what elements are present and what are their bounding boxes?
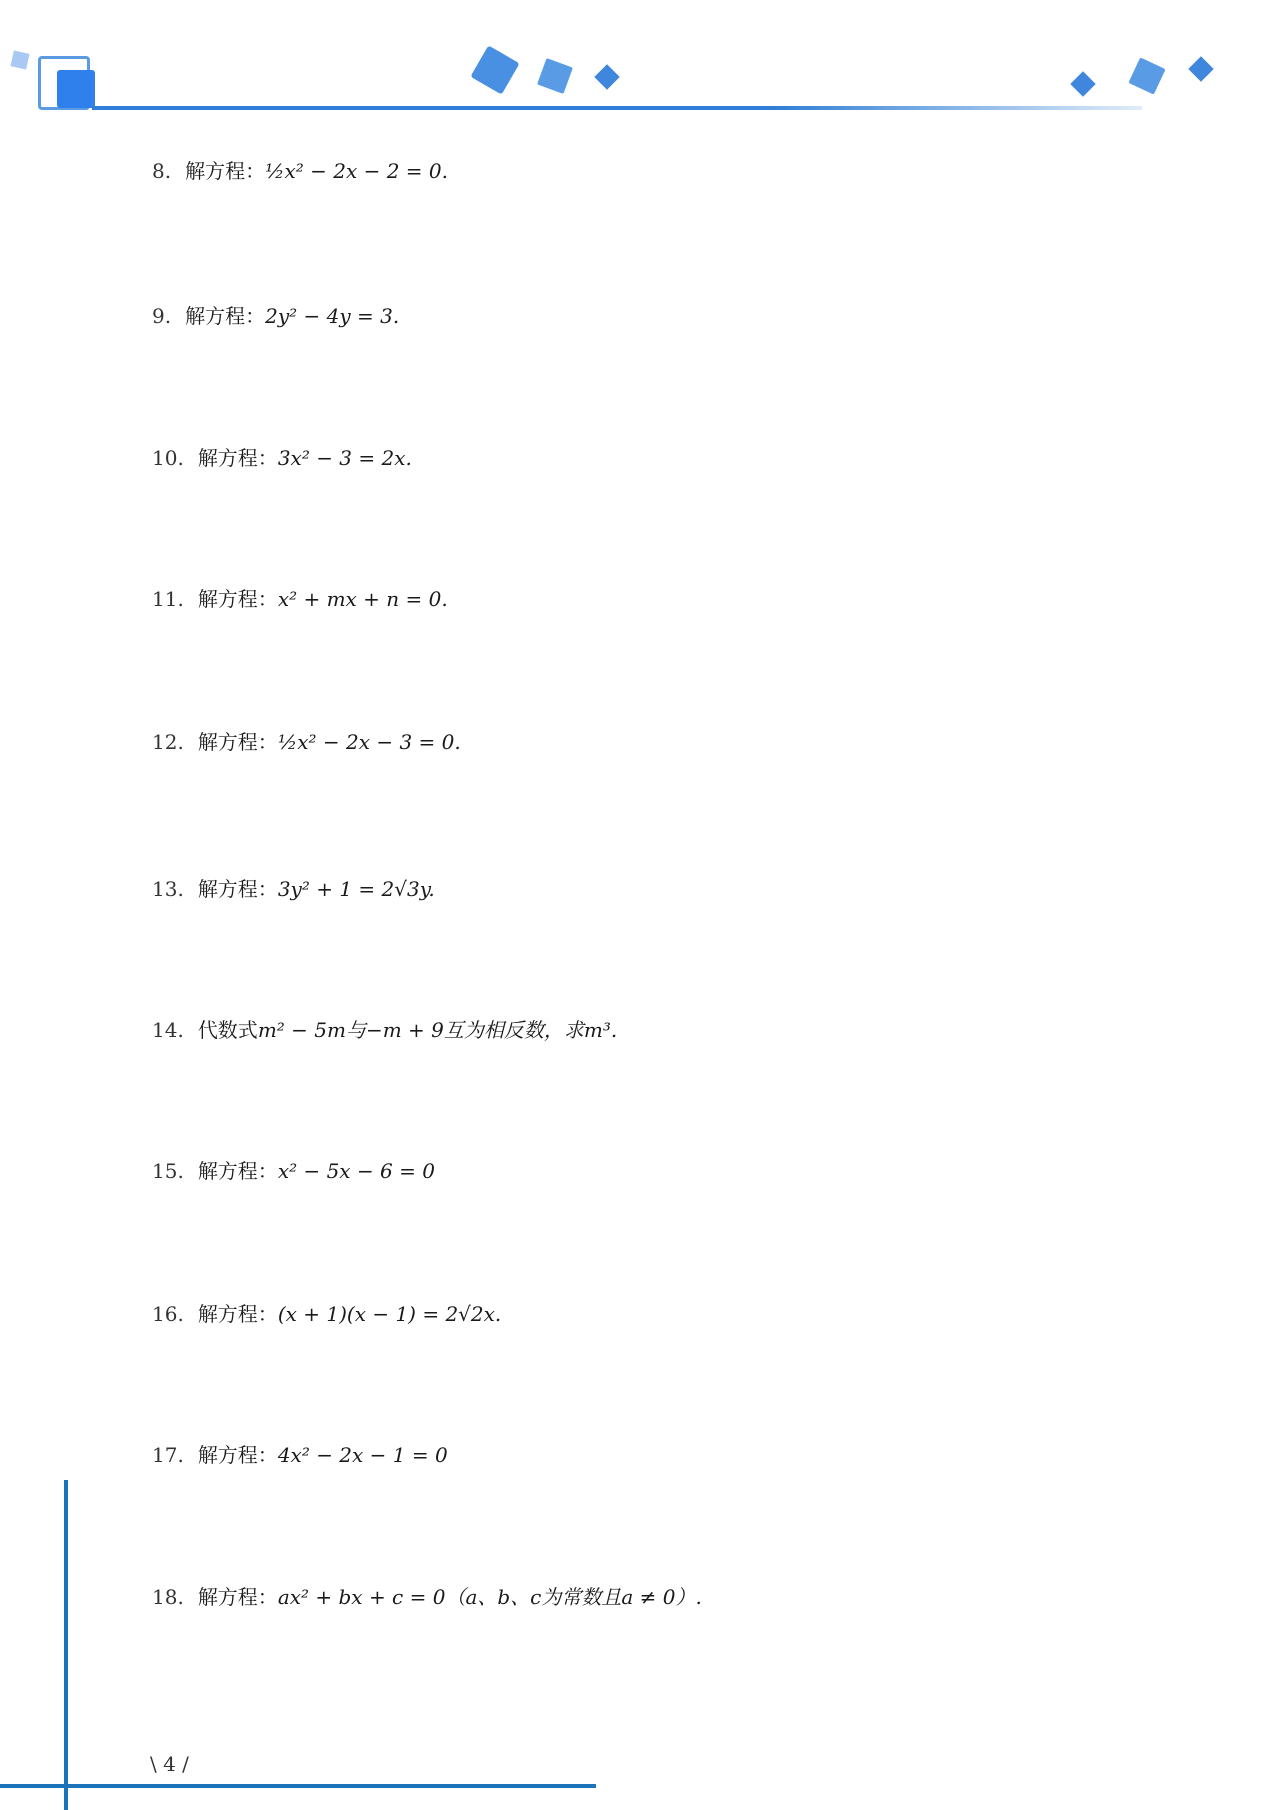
- problem-number: 16.: [152, 1302, 184, 1326]
- problem-label: 解方程：: [197, 446, 278, 470]
- problem-label: 解方程：: [197, 1159, 278, 1183]
- problem-equation: 4x² − 2x − 1 = 0: [277, 1443, 448, 1467]
- problem-number: 11.: [152, 587, 184, 611]
- header-diamond: [470, 45, 519, 94]
- problem-number: 10.: [152, 446, 184, 470]
- problem-equation: ½x² − 2x − 2 = 0.: [265, 159, 449, 183]
- problem-label: 解方程：: [197, 587, 278, 611]
- problem-label: 解方程：: [197, 1302, 278, 1326]
- problem-11: [152, 585, 448, 613]
- header-diamond: [1070, 71, 1095, 96]
- problem-label: 解方程：: [185, 159, 266, 183]
- problem-equation: ½x² − 2x − 3 = 0.: [277, 730, 461, 754]
- problem-9: [152, 302, 399, 330]
- problem-17: [152, 1441, 448, 1469]
- problem-equation: x² − 5x − 6 = 0: [277, 1159, 435, 1183]
- problem-13: [152, 875, 435, 903]
- header-rule: [92, 106, 1142, 110]
- problem-label: 代数式: [197, 1018, 258, 1042]
- problem-8: [152, 157, 448, 185]
- problem-number: 8.: [152, 159, 172, 183]
- problem-number: 14.: [152, 1018, 184, 1042]
- problem-equation: (x + 1)(x − 1) = 2√2x.: [277, 1302, 502, 1326]
- problem-number: 18.: [152, 1585, 184, 1609]
- problem-label: 解方程：: [185, 304, 266, 328]
- problem-16: [152, 1300, 501, 1328]
- problem-label: 解方程：: [197, 1585, 278, 1609]
- problem-10: [152, 444, 412, 472]
- header-diamond: [537, 58, 573, 94]
- header-decor-box: [57, 70, 95, 108]
- problem-label: 解方程：: [197, 877, 278, 901]
- problem-15: [152, 1157, 435, 1185]
- problem-number: 13.: [152, 877, 184, 901]
- problem-equation: x² + mx + n = 0.: [277, 587, 448, 611]
- problem-equation: 3x² − 3 = 2x.: [277, 446, 412, 470]
- problem-number: 15.: [152, 1159, 184, 1183]
- header-diamond: [1188, 56, 1213, 81]
- problem-14: [152, 1016, 617, 1044]
- problem-label: 解方程：: [197, 730, 278, 754]
- header-diamond: [1128, 57, 1165, 94]
- problem-equation: m² − 5m与−m + 9互为相反数，求m³.: [257, 1018, 618, 1042]
- header-diamond: [594, 64, 619, 89]
- problem-equation: ax² + bx + c = 0（a、b、c为常数且a ≠ 0）.: [277, 1585, 702, 1609]
- footer-horizontal-rule: [0, 1784, 596, 1788]
- problem-12: [152, 728, 461, 756]
- footer-vertical-rule: [64, 1480, 68, 1810]
- problem-number: 9.: [152, 304, 172, 328]
- problem-number: 17.: [152, 1443, 184, 1467]
- problem-equation: 2y² − 4y = 3.: [265, 304, 400, 328]
- problem-18: [152, 1583, 702, 1611]
- page-number: \ 4 /: [150, 1752, 189, 1776]
- problem-label: 解方程：: [197, 1443, 278, 1467]
- header-decor-square: [11, 51, 30, 70]
- problem-number: 12.: [152, 730, 184, 754]
- problem-equation: 3y² + 1 = 2√3y.: [277, 877, 435, 901]
